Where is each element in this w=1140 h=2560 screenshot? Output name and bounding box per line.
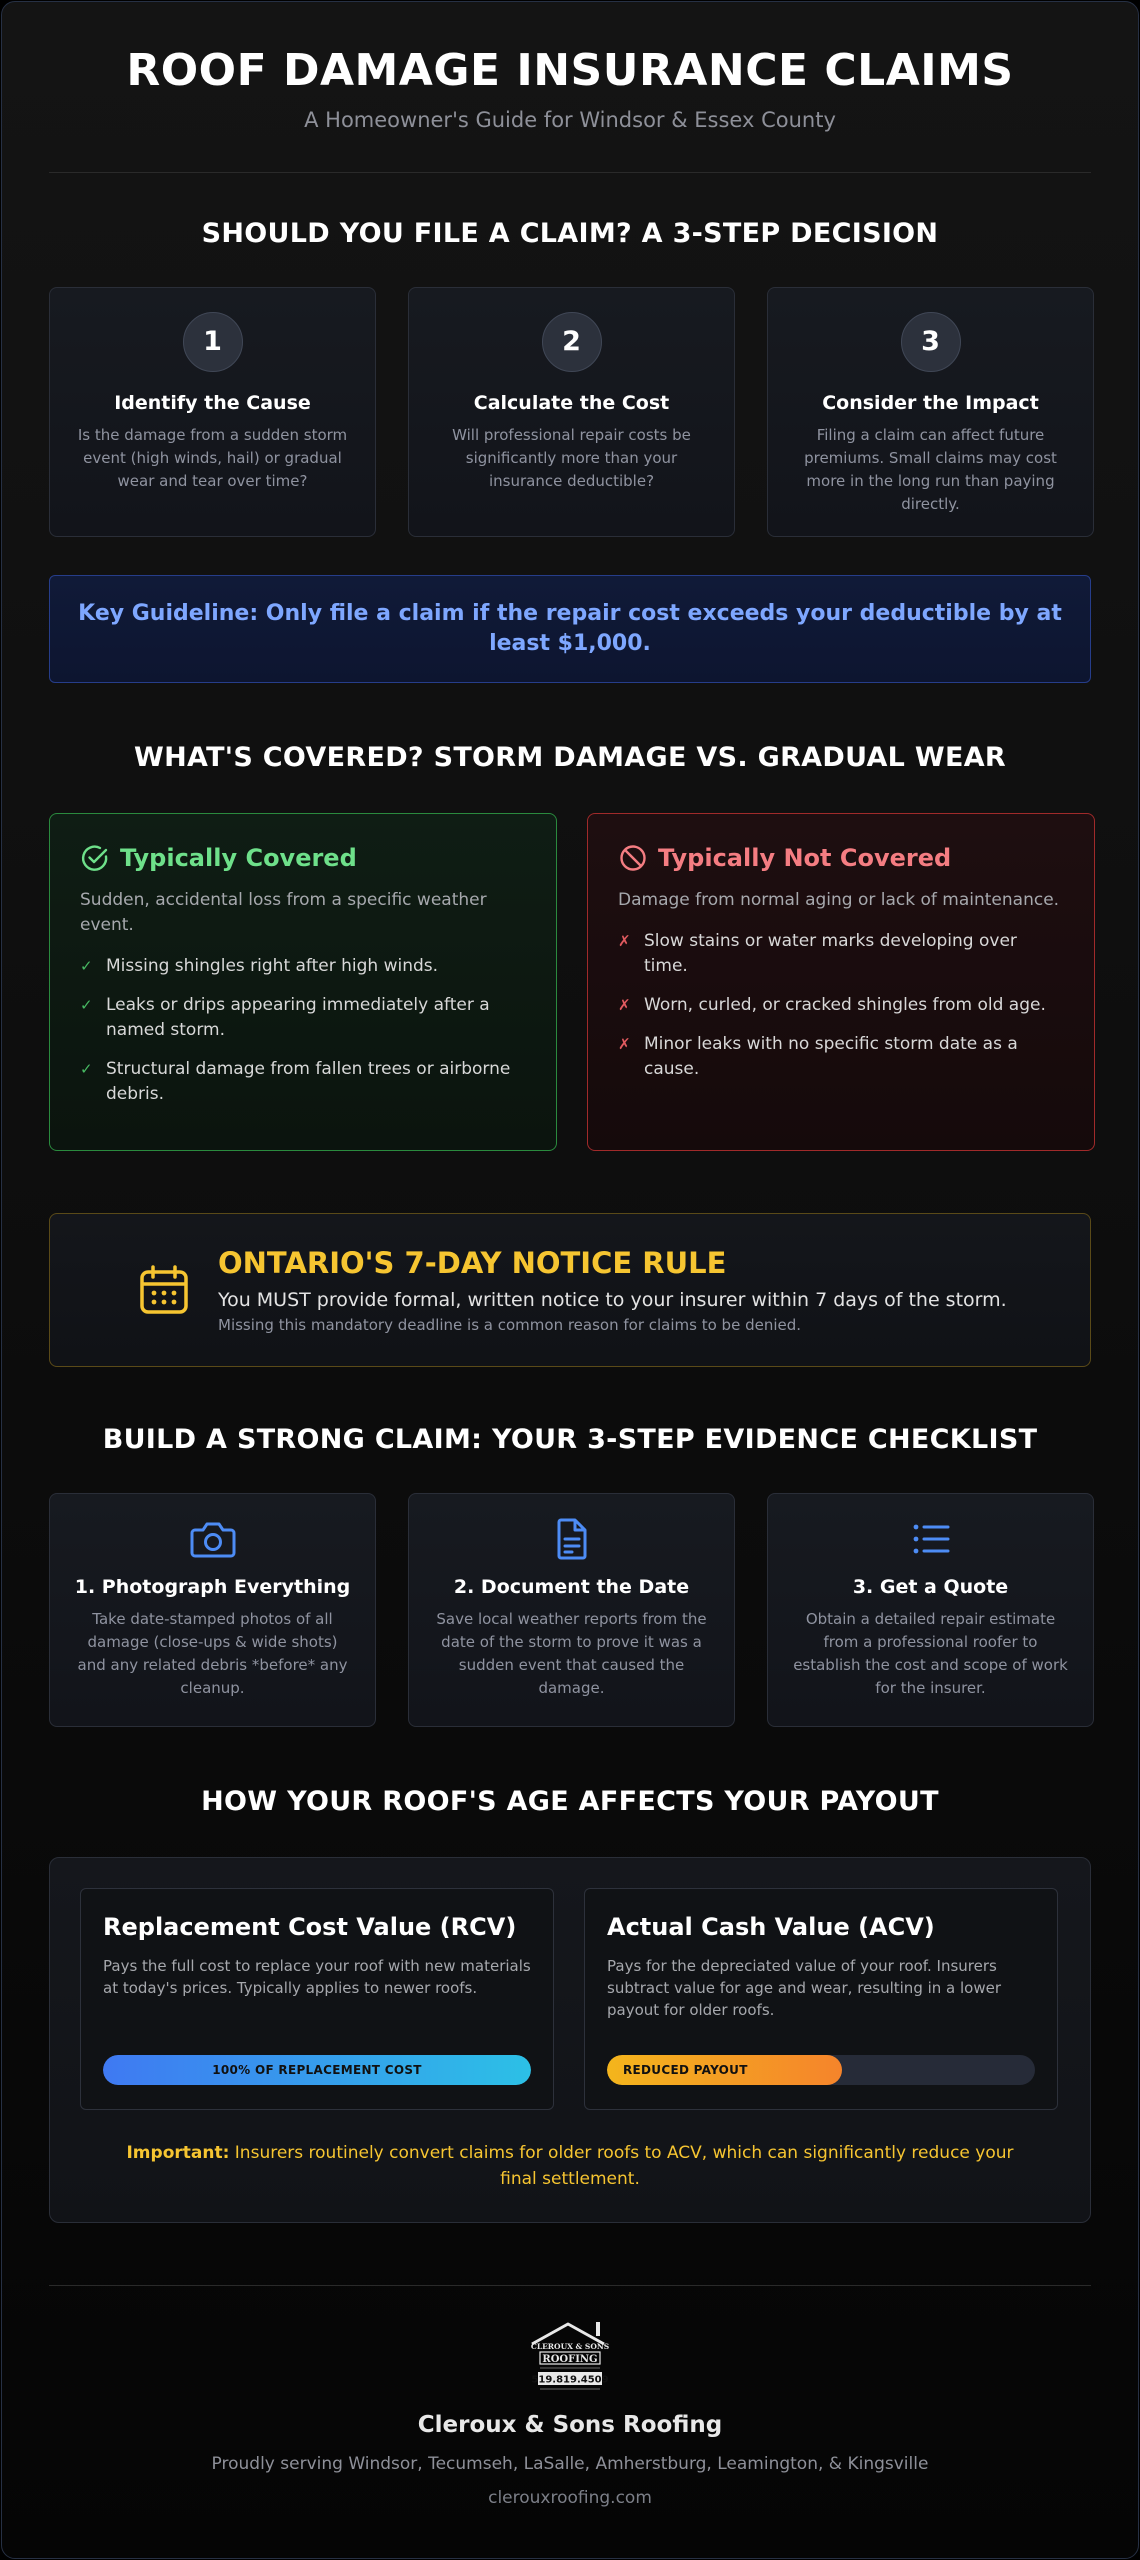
notice-content <box>218 1245 1007 1335</box>
evidence-step-card <box>49 1493 376 1727</box>
key-guideline-banner: Key Guideline: Only file a claim if the repair cost exceeds your deductible by at least $1,000. <box>49 575 1091 683</box>
notice-rule-panel <box>49 1213 1091 1367</box>
acv-title: Actual Cash Value (ACV) <box>607 1913 935 1941</box>
list-item: ✓ Leaks or drips appearing immediately after a named storm. <box>80 993 526 1043</box>
decision-section-title: SHOULD YOU FILE A CLAIM? A 3-STEP DECISION <box>201 218 939 249</box>
document-icon <box>549 1518 595 1560</box>
cross-icon: ✗ <box>618 932 631 950</box>
rcv-text: Pays the full cost to replace your roof with new materials at today's prices. Typically applies to newer roofs. <box>103 1957 531 1997</box>
notice-text: You MUST provide formal, written notice to your insurer within 7 days of the storm. <box>218 1289 1007 1311</box>
coverage-comparison <box>49 813 1091 1151</box>
not-covered-heading <box>618 842 1064 874</box>
logo-line2: ROOFING <box>542 2354 598 2365</box>
evidence-step-text: Obtain a detailed repair estimate from a professional roofer to establish the cost and scope of work for the insurer. <box>793 1610 1068 1697</box>
logo-phone: 519.819.4509 <box>531 2374 609 2386</box>
acv-bar-fill: REDUCED PAYOUT <box>607 2055 842 2085</box>
important-text: Insurers routinely convert claims for older roofs to ACV, which can significantly reduce your final settlement. <box>229 2143 1014 2189</box>
page-title: ROOF DAMAGE INSURANCE CLAIMS <box>126 45 1014 96</box>
prohibited-icon <box>618 843 648 873</box>
covered-list <box>80 954 526 1107</box>
website-link[interactable]: clerouxroofing.com <box>488 2488 652 2508</box>
calendar-icon <box>136 1262 192 1318</box>
step-number-badge: 2 <box>542 312 602 372</box>
list-icon <box>908 1518 954 1560</box>
page-subtitle: A Homeowner's Guide for Windsor & Essex County <box>304 108 836 132</box>
covered-description: Sudden, accidental loss from a specific weather event. <box>80 890 487 935</box>
check-icon: ✓ <box>80 1060 93 1078</box>
evidence-steps <box>49 1493 1091 1727</box>
list-item: ✗ Worn, curled, or cracked shingles from old age. <box>618 993 1064 1018</box>
acv-text: Pays for the depreciated value of your roof. Insurers subtract value for age and wear, resulting in a lower payout for older roofs. <box>607 1957 1002 2019</box>
covered-panel <box>49 813 557 1151</box>
list-item: ✗ Slow stains or water marks developing over time. <box>618 929 1064 979</box>
evidence-step-card <box>767 1493 1094 1727</box>
list-item: ✗ Minor leaks with no specific storm date as a cause. <box>618 1032 1064 1082</box>
evidence-step-text: Save local weather reports from the date of the storm to prove it was a sudden event that caused the damage. <box>436 1610 707 1697</box>
check-icon: ✓ <box>80 957 93 975</box>
decision-steps <box>49 287 1091 537</box>
evidence-step-text: Take date-stamped photos of all damage (close-ups & wide shots) and any related debris *before* any cleanup. <box>77 1610 348 1697</box>
infographic-page <box>1 1 1139 2559</box>
step-title: Consider the Impact <box>822 392 1039 414</box>
evidence-step-title: 3. Get a Quote <box>852 1576 1009 1598</box>
covered-heading <box>80 842 526 874</box>
camera-icon <box>190 1518 236 1560</box>
not-covered-list <box>618 929 1064 1082</box>
covered-heading-text: Typically Covered <box>120 844 357 872</box>
rcv-card <box>80 1888 554 2110</box>
coverage-section-title: WHAT'S COVERED? STORM DAMAGE VS. GRADUAL WEAR <box>133 742 1006 773</box>
evidence-step-card <box>408 1493 735 1727</box>
check-circle-icon <box>80 843 110 873</box>
acv-card <box>584 1888 1058 2110</box>
step-number-badge: 3 <box>901 312 961 372</box>
list-item: ✓ Missing shingles right after high winds. <box>80 954 526 979</box>
step-text: Is the damage from a sudden storm event (high winds, hail) or gradual wear and tear over time? <box>77 426 348 490</box>
step-number-badge: 1 <box>183 312 243 372</box>
not-covered-panel <box>587 813 1095 1151</box>
evidence-step-title: 1. Photograph Everything <box>74 1576 351 1598</box>
decision-step-card <box>408 287 735 537</box>
not-covered-description: Damage from normal aging or lack of maintenance. <box>618 890 1060 910</box>
notice-footnote: Missing this mandatory deadline is a common reason for claims to be denied. <box>218 1316 802 1334</box>
decision-step-card <box>767 287 1094 537</box>
rcv-bar-fill: 100% OF REPLACEMENT COST <box>103 2055 531 2085</box>
notice-title: ONTARIO'S 7-DAY NOTICE RULE <box>218 1246 727 1280</box>
service-area: Proudly serving Windsor, Tecumseh, LaSalle, Amherstburg, Leamington, & Kingsville <box>211 2454 929 2474</box>
company-name: Cleroux & Sons Roofing <box>417 2412 723 2438</box>
footer-divider <box>49 2285 1091 2286</box>
step-text: Filing a claim can affect future premiums. Small claims may cost more in the long run than paying directly. <box>804 426 1057 513</box>
step-text: Will professional repair costs be significantly more than your insurance deductible? <box>452 426 691 490</box>
payout-comparison <box>80 1888 1060 2110</box>
evidence-step-title: 2. Document the Date <box>453 1576 690 1598</box>
company-logo <box>526 2318 614 2392</box>
decision-step-card <box>49 287 376 537</box>
cross-icon: ✗ <box>618 996 631 1014</box>
logo-line1: CLEROUX & SONS <box>530 2342 610 2351</box>
acv-payout-bar <box>607 2055 1035 2085</box>
important-note <box>80 2140 1060 2192</box>
payout-section-title: HOW YOUR ROOF'S AGE AFFECTS YOUR PAYOUT <box>201 1786 939 1817</box>
rcv-title: Replacement Cost Value (RCV) <box>103 1913 517 1941</box>
payout-panel <box>49 1857 1091 2223</box>
step-title: Calculate the Cost <box>473 392 670 414</box>
cross-icon: ✗ <box>618 1035 631 1053</box>
check-icon: ✓ <box>80 996 93 1014</box>
evidence-section-title: BUILD A STRONG CLAIM: YOUR 3-STEP EVIDENCE CHECKLIST <box>102 1424 1038 1455</box>
not-covered-heading-text: Typically Not Covered <box>658 844 952 872</box>
step-title: Identify the Cause <box>114 392 311 414</box>
list-item: ✓ Structural damage from fallen trees or airborne debris. <box>80 1057 526 1107</box>
important-label: Important: <box>126 2143 230 2163</box>
divider <box>49 172 1091 173</box>
rcv-payout-bar <box>103 2055 531 2085</box>
